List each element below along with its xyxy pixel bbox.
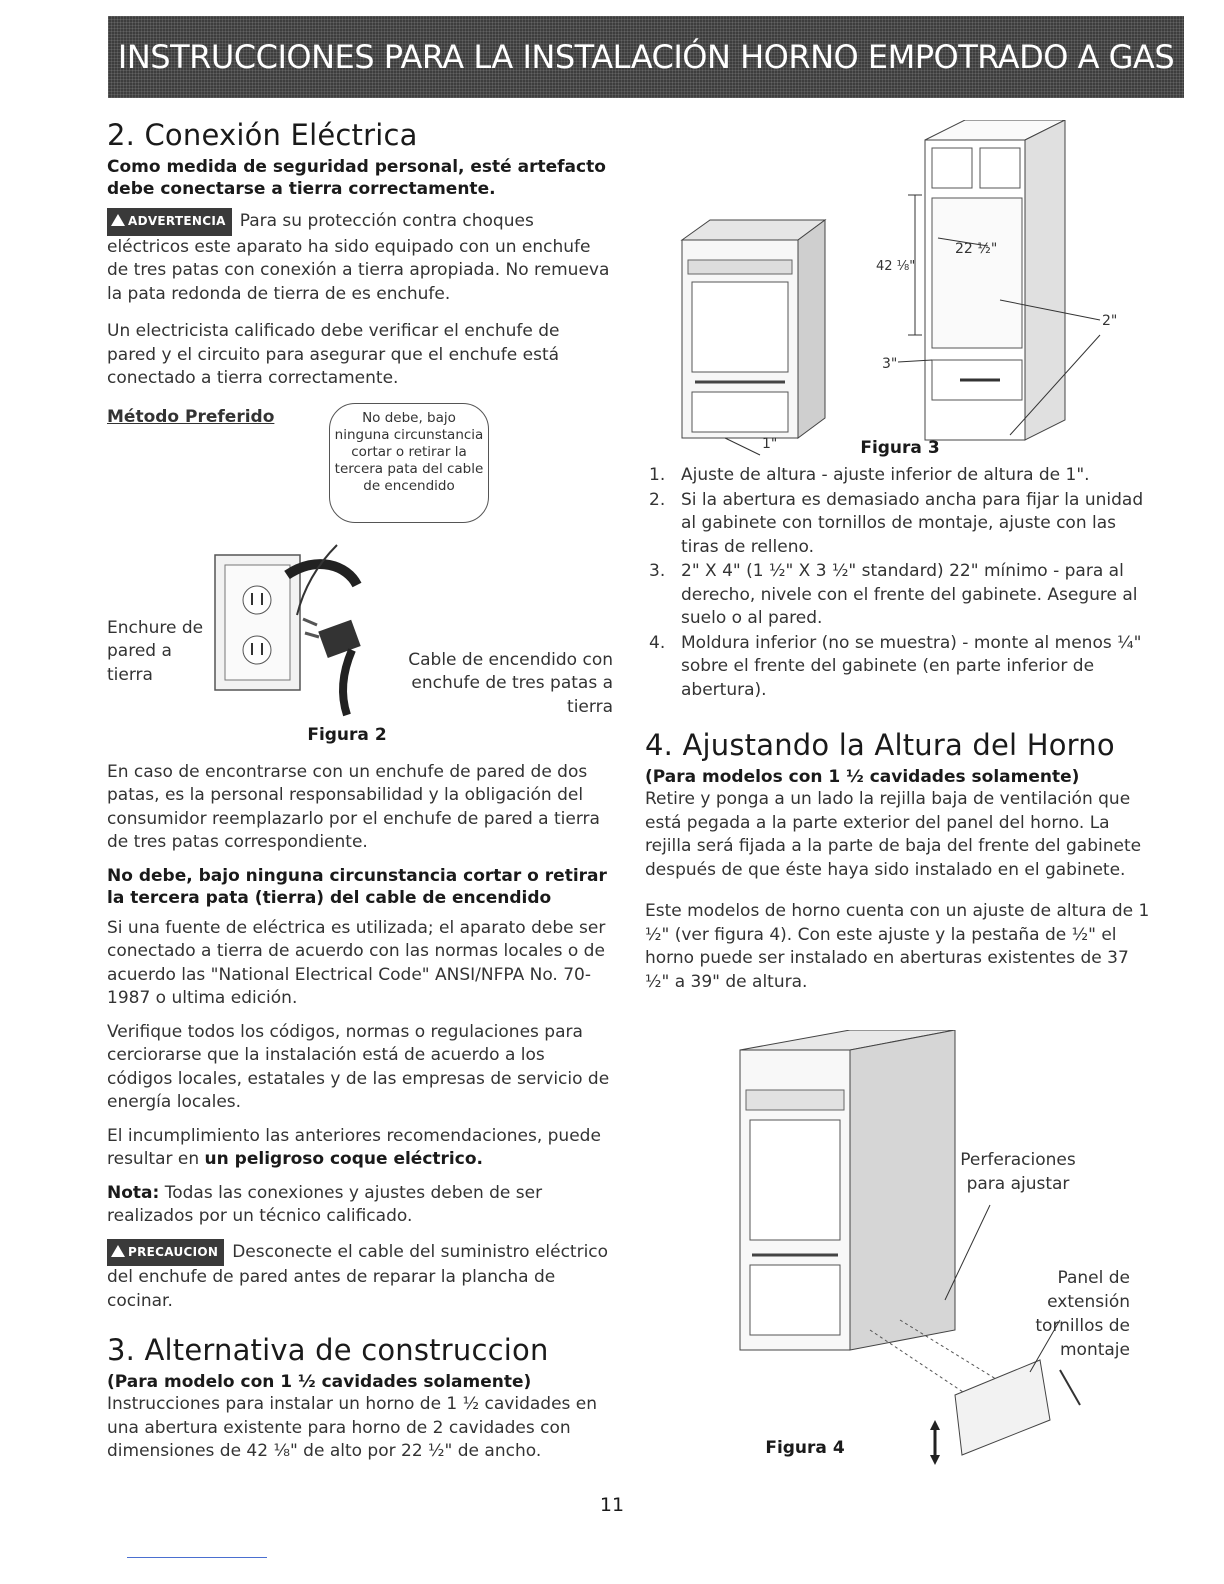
section2-p5: El incumplimiento las anteriores recomendaciones, puede resultar en un peligroso coque eléctrico. — [107, 1125, 601, 1169]
figure3-dim-1: 1" — [762, 436, 778, 452]
banner-title: INSTRUCCIONES PARA LA INSTALACIÓN HORNO EMPOTRADO A GAS — [117, 38, 1175, 76]
perforaciones-label: Perferaciones para ajustar — [960, 1150, 1076, 1194]
figure3-list-container — [645, 464, 1155, 703]
list-item: 2. Si la abertura es demasiado ancha para fijar la unidad al gabinete con tornillos de montaje, ajuste con las tiras de relleno. — [649, 489, 1144, 557]
section2-p1: Un electricista calificado debe verificar el enchufe de pared y el circuito para asegurar que el enchufe está conectado a tierra correctamente. — [107, 321, 560, 388]
caution-triangle-icon — [111, 1245, 125, 1257]
figure3-dim-3: 3" — [882, 356, 898, 372]
section4-subheading: (Para modelos con 1 ½ cavidades solamente) — [645, 767, 1080, 787]
footer-line — [127, 1557, 267, 1558]
figure3-illustration — [670, 120, 1150, 460]
section2-p3: Si una fuente de eléctrica es utilizada; el aparato debe ser conectado a tierra de acuerdo con las normas locales o de acuerdo las "National Electrical Code" ANSI/NFPA No. 70-1987 o ultima edición. — [107, 917, 606, 1008]
outlet-label: Enchure de pared a tierra — [107, 617, 204, 685]
figure3-label: Figura 3 — [860, 438, 940, 458]
warning-paragraph — [107, 208, 612, 306]
caution-badge: PRECAUCION — [107, 1239, 224, 1267]
figure2-label: Figura 2 — [307, 724, 387, 745]
section3-heading: 3. Alternativa de construccion — [107, 1333, 549, 1367]
figure2-callout: No debe, bajo ninguna circunstancia cortar o retirar la tercera pata del cable de encendido — [329, 403, 489, 523]
figure3-dim-width: 22 ½" — [955, 241, 998, 257]
warning-text: Para su protección contra choques eléctricos este aparato ha sido equipado con un enchufe de tres patas con conexión a tierra apropiada. No remueva la pata redonda de tierra de es enchufe. — [107, 211, 610, 304]
section2-subheading: Como medida de seguridad personal, esté artefacto debe conectarse a tierra correctamente. — [107, 157, 606, 199]
section3-subheading: (Para modelo con 1 ½ cavidades solamente) — [107, 1372, 532, 1392]
figure2 — [107, 401, 612, 761]
caution-paragraph — [107, 1239, 612, 1314]
list-item: 3. 2" X 4" (1 ½" X 3 ½" standard) 22" mínimo - para al derecho, nivele con el frente del gabinete. Asegure al suelo o al pared. — [649, 561, 1138, 628]
section4-heading: 4. Ajustando la Altura del Horno — [645, 728, 1115, 762]
figure4-illustration — [730, 1030, 1160, 1475]
panel-label: Panel de extensión tornillos de montaje — [1035, 1268, 1130, 1360]
section2-p4: Verifique todos los códigos, normas o regulaciones para cerciorarse que la instalación está de acuerdo a los códigos locales, estatales y de las empresas de servicio de energía locales. — [107, 1021, 610, 1112]
page-banner — [108, 16, 1184, 98]
section3-body: Instrucciones para instalar un horno de 1 ½ cavidades en una abertura existente para horno de 2 cavidades con dimensiones de 42 ⅛" de alto por 22 ½" de ancho. — [107, 1394, 598, 1461]
figure4 — [730, 1030, 1160, 1475]
page-number: 11 — [599, 1494, 625, 1516]
section4-p2: Este modelos de horno cuenta con un ajuste de altura de 1 ½" (ver figura 4). Con este ajuste y la pestaña de ½" el horno puede ser instalado en aberturas existentes de 37 ½" a 39" de altura. — [645, 901, 1150, 992]
cable-label: Cable de encendido con enchufe de tres patas a tierra — [408, 649, 613, 717]
figure3-dim-2: 2" — [1102, 313, 1118, 329]
figure3-dim-height: 42 ⅛" — [876, 259, 916, 274]
preferred-method-label: Método Preferido — [107, 406, 275, 427]
section4 — [645, 728, 1155, 1004]
bold-warning: No debe, bajo ninguna circunstancia cortar o retirar la tercera pata (tierra) del cable de encendido — [107, 865, 607, 908]
warning-triangle-icon — [111, 214, 125, 226]
list-item: 4. Moldura inferior (no se muestra) - monte al menos ¼" sobre el frente del gabinete (en parte inferior de abertura). — [649, 632, 1142, 700]
caution-text: Desconecte el cable del suministro eléctrico del enchufe de pared antes de reparar la plancha de cocinar. — [107, 1241, 609, 1311]
figure3 — [670, 120, 1150, 460]
list-item: 1. Ajuste de altura - ajuste inferior de altura de 1". — [649, 465, 1090, 485]
section2-heading: 2. Conexión Eléctrica — [107, 118, 418, 152]
note-paragraph: Nota: Todas las conexiones y ajustes deben de ser realizados por un técnico calificado. — [107, 1182, 543, 1226]
warning-badge: ADVERTENCIA — [107, 208, 232, 236]
figure3-list — [645, 464, 1155, 702]
section2-p2: En caso de encontrarse con un enchufe de pared de dos patas, es la personal responsabilidad y la obligación del consumidor reemplazarlo por el enchufe de pared a tierra de tres patas correspondiente. — [107, 761, 600, 852]
section4-p1: Retire y ponga a un lado la rejilla baja de ventilación que está pegada a la parte exterior del panel del horno. La rejilla será fijada a la parte de baja del frente del gabinete después de que éste haya sido instalado en el gabinete. — [645, 789, 1142, 880]
figure4-label: Figura 4 — [765, 1438, 845, 1458]
left-column — [107, 118, 612, 1474]
